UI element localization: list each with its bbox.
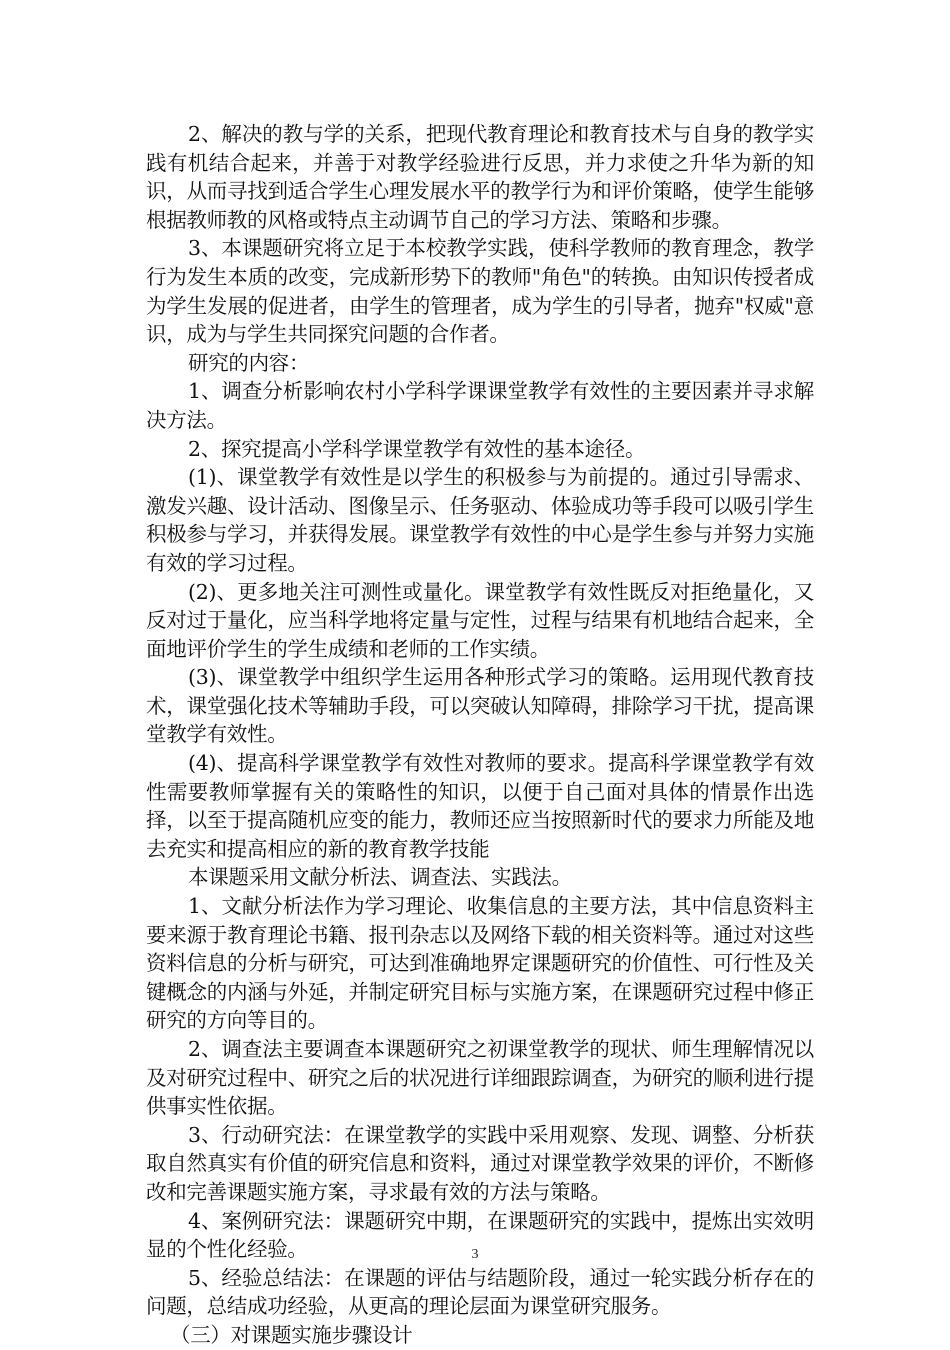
paragraph-methods-intro: 本课题采用文献分析法、调查法、实践法。 <box>188 865 572 890</box>
paragraph-teacher-role: 3、本课题研究将立足于本校教学实践，使科学教师的教育理念，教学行为发生本质的改变，完成新形势下的教师"角色"的转换。由知识传授者成为学生发展的促进者，由学生的管理者，成为学生的引导者，抛弃"权威"意识，成为与学生共同探究问题的合作者。 <box>146 236 814 347</box>
document-body <box>146 120 814 1350</box>
paragraph-content-item-2: 2、探究提高小学科学课堂教学有效性的基本途径。 <box>188 436 646 461</box>
paragraph-method-case-study: 4、案例研究法：课题研究中期，在课题研究的实践中，提炼出实效明显的个性化经验。 <box>146 1208 814 1262</box>
page-number: 3 <box>471 1247 479 1262</box>
paragraph-method-literature: 1、文献分析法作为学习理论、收集信息的主要方法，其中信息资料主要来源于教育理论书籍、报刊杂志以及网络下载的相关资料等。通过对这些资料信息的分析与研究，可达到准确地界定课题研究的价值性、可行性及关键概念的内涵与外延，并制定研究目标与实施方案，在课题研究过程中修正研究的方向等目的。 <box>146 894 814 1033</box>
paragraph-subitem-4: (4)、提高科学课堂教学有效性对教师的要求。提高科学课堂教学有效性需要教师掌握有关的策略性的知识，以便于自己面对具体的情景作出选择，以至于提高随机应变的能力，教师还应当按照新时代的要求力所能及地去充实和提高相应的新的教育教学技能 <box>146 751 814 861</box>
section-heading-implementation-steps: （三）对课题实施步骤设计 <box>170 1322 413 1347</box>
paragraph-content-item-1: 1、调查分析影响农村小学科学课课堂教学有效性的主要因素并寻求解决方法。 <box>146 379 814 432</box>
paragraph-subitem-3: (3)、课堂教学中组织学生运用各种形式学习的策略。运用现代教育技术，课堂强化技术等辅助手段，可以突破认知障碍，排除学习干扰，提高课堂教学有效性。 <box>146 665 814 747</box>
paragraph-teaching-relation: 2、解决的教与学的关系，把现代教育理论和教育技术与自身的教学实践有机结合起来，并善于对教学经验进行反思，并力求使之升华为新的知识，从而寻找到适合学生心理发展水平的教学行为和评价策略，使学生能够根据教师教的风格或特点主动调节自己的学习方法、策略和步骤。 <box>146 122 814 232</box>
paragraph-method-survey: 2、调查法主要调查本课题研究之初课堂教学的现状、师生理解情况以及对研究过程中、研究之后的状况进行详细跟踪调查，为研究的顺利进行提供事实性依据。 <box>146 1037 814 1119</box>
section-label-research-content: 研究的内容： <box>188 350 310 375</box>
paragraph-method-action-research: 3、行动研究法：在课堂教学的实践中采用观察、发现、调整、分析获取自然真实有价值的研究信息和资料，通过对课堂教学效果的评价，不断修改和完善课题实施方案，寻求最有效的方法与策略。 <box>146 1122 814 1204</box>
paragraph-subitem-2: (2)、更多地关注可测性或量化。课堂教学有效性既反对拒绝量化，又反对过于量化，应当科学地将定量与定性，过程与结果有机地结合起来，全面地评价学生的学生成绩和老师的工作实绩。 <box>146 579 814 661</box>
paragraph-subitem-1: (1)、课堂教学有效性是以学生的积极参与为前提的。通过引导需求、激发兴趣、设计活动、图像呈示、任务驱动、体验成功等手段可以吸引学生积极参与学习，并获得发展。课堂教学有效性的中心是学生参与并努力实施有效的学习过程。 <box>146 465 814 575</box>
paragraph-method-experience-summary: 5、经验总结法：在课题的评估与结题阶段，通过一轮实践分析存在的问题，总结成功经验，从更高的理论层面为课堂研究服务。 <box>146 1265 814 1319</box>
